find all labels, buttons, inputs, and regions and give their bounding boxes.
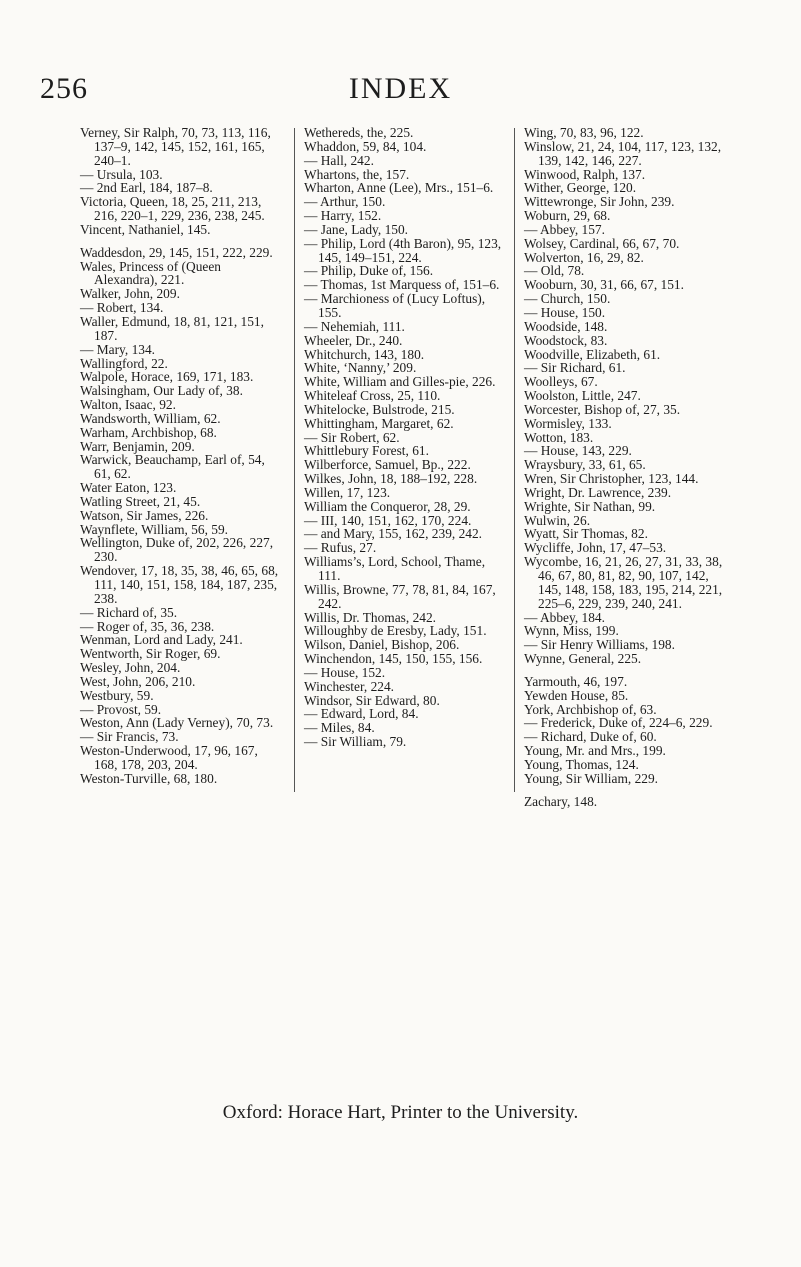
index-entry: — Hall, 242. xyxy=(304,152,374,168)
index-entry: — Sir Richard, 61. xyxy=(524,360,626,376)
index-entry: Warr, Benjamin, 209. xyxy=(80,438,195,454)
index-entry: Winslow, 21, 24, 104, 117, 123, 132, 139, 142, 146, 227. xyxy=(524,138,725,168)
index-entry: Waynflete, William, 56, 59. xyxy=(80,521,229,537)
index-entry: — House, 143, 229. xyxy=(524,443,632,459)
index-entry: Westbury, 59. xyxy=(80,687,154,703)
index-entry: Walton, Isaac, 92. xyxy=(80,397,176,413)
index-entry: Walpole, Horace, 169, 171, 183. xyxy=(80,369,254,385)
index-entry: Waller, Edmund, 18, 81, 121, 151, 187. xyxy=(80,313,268,343)
index-entry: — Rufus, 27. xyxy=(304,540,377,556)
index-entry: Wycliffe, John, 17, 47–53. xyxy=(524,540,667,556)
index-entry: Walsingham, Our Lady of, 38. xyxy=(80,383,243,399)
index-entry: — Provost, 59. xyxy=(80,701,162,717)
index-entry: Wolsey, Cardinal, 66, 67, 70. xyxy=(524,235,680,251)
index-entry: Willen, 17, 123. xyxy=(304,484,391,500)
index-entry: Wyatt, Sir Thomas, 82. xyxy=(524,526,648,542)
index-entry: Young, Thomas, 124. xyxy=(524,756,639,772)
index-entry: Weston-Turville, 68, 180. xyxy=(80,770,218,786)
index-entry: Wycombe, 16, 21, 26, 27, 31, 33, 38, 46, 67, 80, 81, 82, 90, 107, 142, 145, 148, 158, 183, 195, 214, 221, 225–6, 229, 239, 240, 241. xyxy=(524,554,726,611)
index-entry: Vincent, Nathaniel, 145. xyxy=(80,221,211,237)
index-entry: — Frederick, Duke of, 224–6, 229. xyxy=(524,715,713,731)
index-entry: — Nehemiah, 111. xyxy=(304,318,405,334)
index-entry: — 2nd Earl, 184, 187–8. xyxy=(80,180,213,196)
index-entry: Woodville, Elizabeth, 61. xyxy=(524,346,661,362)
index-entry: Weston-Underwood, 17, 96, 167, 168, 178, 203, 204. xyxy=(80,743,262,772)
index-entry: Wynn, Miss, 199. xyxy=(524,623,619,639)
index-entry: Woburn, 29, 68. xyxy=(524,208,611,224)
index-entry: Whittlebury Forest, 61. xyxy=(304,443,429,459)
index-entry: Water Eaton, 123. xyxy=(80,480,177,496)
index-entry: Wittewronge, Sir John, 239. xyxy=(524,194,675,210)
index-column-1 xyxy=(80,126,282,794)
index-entry: Wrighte, Sir Nathan, 99. xyxy=(524,498,656,514)
index-entry: — Sir Henry Williams, 198. xyxy=(524,637,675,653)
index-entry: Wesley, John, 204. xyxy=(80,660,181,676)
index-entry: Winwood, Ralph, 137. xyxy=(524,166,646,182)
index-entry: Wenman, Lord and Lady, 241. xyxy=(80,632,243,648)
index-entry: Wolverton, 16, 29, 82. xyxy=(524,249,644,265)
index-entry: Wulwin, 26. xyxy=(524,512,591,528)
index-entry: — Edward, Lord, 84. xyxy=(304,706,419,722)
index-entry: Windsor, Sir Edward, 80. xyxy=(304,692,440,708)
index-entry: — Marchioness of (Lucy Loftus), 155. xyxy=(304,291,489,320)
index-entry: — Arthur, 150. xyxy=(304,194,386,210)
index-entry: Whartons, the, 157. xyxy=(304,166,410,182)
index-entry: Winchendon, 145, 150, 155, 156. xyxy=(304,651,483,667)
index-entry: — Richard, Duke of, 60. xyxy=(524,729,657,745)
index-entry: — Mary, 134. xyxy=(80,341,156,357)
index-entry: — Abbey, 157. xyxy=(524,221,605,237)
index-entry: — House, 152. xyxy=(304,664,386,680)
index-entry: — Philip, Lord (4th Baron), 95, 123, 145, 149–151, 224. xyxy=(304,235,505,265)
index-entry: York, Archbishop of, 63. xyxy=(524,701,657,717)
index-entry: Wilkes, John, 18, 188–192, 228. xyxy=(304,471,478,487)
index-entry: Wales, Princess of (Queen Alexandra), 221. xyxy=(80,258,224,288)
index-entry: Whitchurch, 143, 180. xyxy=(304,346,425,362)
index-entry: Willoughby de Eresby, Lady, 151. xyxy=(304,623,487,639)
column-divider xyxy=(294,128,295,792)
index-entry: Williams’s, Lord, School, Thame, 111. xyxy=(304,554,489,583)
index-entry: Yarmouth, 46, 197. xyxy=(524,673,628,689)
index-entry: Wethereds, the, 225. xyxy=(304,125,414,140)
index-entry: White, ‘Nanny,’ 209. xyxy=(304,360,417,376)
index-columns xyxy=(80,125,726,809)
index-entry: Wynne, General, 225. xyxy=(524,651,642,667)
index-entry: Willis, Dr. Thomas, 242. xyxy=(304,609,437,625)
index-entry: Watling Street, 21, 45. xyxy=(80,493,201,509)
column-divider xyxy=(514,128,515,792)
index-entry: — Harry, 152. xyxy=(304,208,382,224)
index-entry: Wellington, Duke of, 202, 226, 227, 230. xyxy=(80,535,277,565)
index-entry: Wheeler, Dr., 240. xyxy=(304,332,403,348)
index-entry: — III, 140, 151, 162, 170, 224. xyxy=(304,512,472,528)
index-entry: Worcester, Bishop of, 27, 35. xyxy=(524,401,681,417)
index-entry: Verney, Sir Ralph, 70, 73, 113, 116, 137–9, 142, 145, 152, 161, 165, 240–1. xyxy=(80,125,275,168)
index-entry: Warham, Archbishop, 68. xyxy=(80,424,217,440)
index-entry: Woolleys, 67. xyxy=(524,374,598,390)
index-entry: Whitelocke, Bulstrode, 215. xyxy=(304,401,455,417)
index-entry: Victoria, Queen, 18, 25, 211, 213, 216, 220–1, 229, 236, 238, 245. xyxy=(80,194,265,224)
index-entry: Woodstock, 83. xyxy=(524,332,608,348)
index-entry: — and Mary, 155, 162, 239, 242. xyxy=(304,526,483,542)
index-entry: Wentworth, Sir Roger, 69. xyxy=(80,646,221,662)
page-title: INDEX xyxy=(348,72,453,105)
index-entry: Walker, John, 209. xyxy=(80,286,180,302)
index-entry: Waddesdon, 29, 145, 151, 222, 229. xyxy=(80,244,273,260)
index-entry: — House, 150. xyxy=(524,304,606,320)
index-entry: Woodside, 148. xyxy=(524,318,608,334)
index-entry: Watson, Sir James, 226. xyxy=(80,507,209,523)
index-entry: William the Conqueror, 28, 29. xyxy=(304,498,471,514)
index-entry: Whaddon, 59, 84, 104. xyxy=(304,138,427,154)
index-entry: Yewden House, 85. xyxy=(524,687,629,703)
index-entry: Woolston, Little, 247. xyxy=(524,388,641,404)
index-entry: Young, Mr. and Mrs., 199. xyxy=(524,743,666,759)
index-entry: West, John, 206, 210. xyxy=(80,673,196,689)
index-entry: — Philip, Duke of, 156. xyxy=(304,263,434,279)
index-entry: — Jane, Lady, 150. xyxy=(304,221,408,237)
index-entry: Zachary, 148. xyxy=(524,793,598,809)
index-entry: — Robert, 134. xyxy=(80,300,164,316)
index-entry: Wilson, Daniel, Bishop, 206. xyxy=(304,637,460,653)
index-column-3 xyxy=(524,125,726,809)
index-entry: Wren, Sir Christopher, 123, 144. xyxy=(524,471,699,487)
index-entry: White, William and Gilles-pie, 226. xyxy=(304,374,496,390)
index-entry: Young, Sir William, 229. xyxy=(524,770,659,786)
index-entry: Whiteleaf Cross, 25, 110. xyxy=(304,388,441,404)
index-entry: Wallingford, 22. xyxy=(80,355,168,371)
index-entry: Weston, Ann (Lady Verney), 70, 73. xyxy=(80,715,274,731)
index-entry: Wandsworth, William, 62. xyxy=(80,410,221,426)
index-entry: Wraysbury, 33, 61, 65. xyxy=(524,457,646,473)
page-header xyxy=(0,72,801,116)
index-entry: — Sir William, 79. xyxy=(304,734,407,750)
index-entry: Wendover, 17, 18, 35, 38, 46, 65, 68, 111, 140, 151, 158, 184, 187, 235, 238. xyxy=(80,563,282,606)
index-entry: — Abbey, 184. xyxy=(524,609,605,625)
index-entry: — Miles, 84. xyxy=(304,720,375,736)
index-entry: — Roger of, 35, 36, 238. xyxy=(80,618,215,634)
index-entry: Warwick, Beauchamp, Earl of, 54, 61, 62. xyxy=(80,452,269,482)
index-entry: Wotton, 183. xyxy=(524,429,594,445)
index-entry: Wormisley, 133. xyxy=(524,415,612,431)
index-entry: — Sir Francis, 73. xyxy=(80,729,179,745)
index-entry: Wilberforce, Samuel, Bp., 222. xyxy=(304,457,471,473)
index-entry: Wharton, Anne (Lee), Mrs., 151–6. xyxy=(304,180,494,196)
index-entry: Wing, 70, 83, 96, 122. xyxy=(524,125,644,140)
index-entry: — Old, 78. xyxy=(524,263,585,279)
index-column-2 xyxy=(304,125,505,794)
index-entry: — Richard of, 35. xyxy=(80,604,178,620)
index-entry: — Church, 150. xyxy=(524,291,611,307)
printer-imprint: Oxford: Horace Hart, Printer to the University. xyxy=(222,1102,579,1123)
index-entry: Winchester, 224. xyxy=(304,678,395,694)
index-entry: Wright, Dr. Lawrence, 239. xyxy=(524,484,672,500)
page-number: 256 xyxy=(40,72,88,105)
index-entry: — Ursula, 103. xyxy=(80,166,163,182)
index-entry: — Sir Robert, 62. xyxy=(304,429,400,445)
index-entry: Wither, George, 120. xyxy=(524,180,637,196)
index-entry: Wooburn, 30, 31, 66, 67, 151. xyxy=(524,277,684,293)
index-entry: Whittingham, Margaret, 62. xyxy=(304,415,454,431)
index-entry: — Thomas, 1st Marquess of, 151–6. xyxy=(304,277,500,293)
index-entry: Willis, Browne, 77, 78, 81, 84, 167, 242. xyxy=(304,581,500,611)
